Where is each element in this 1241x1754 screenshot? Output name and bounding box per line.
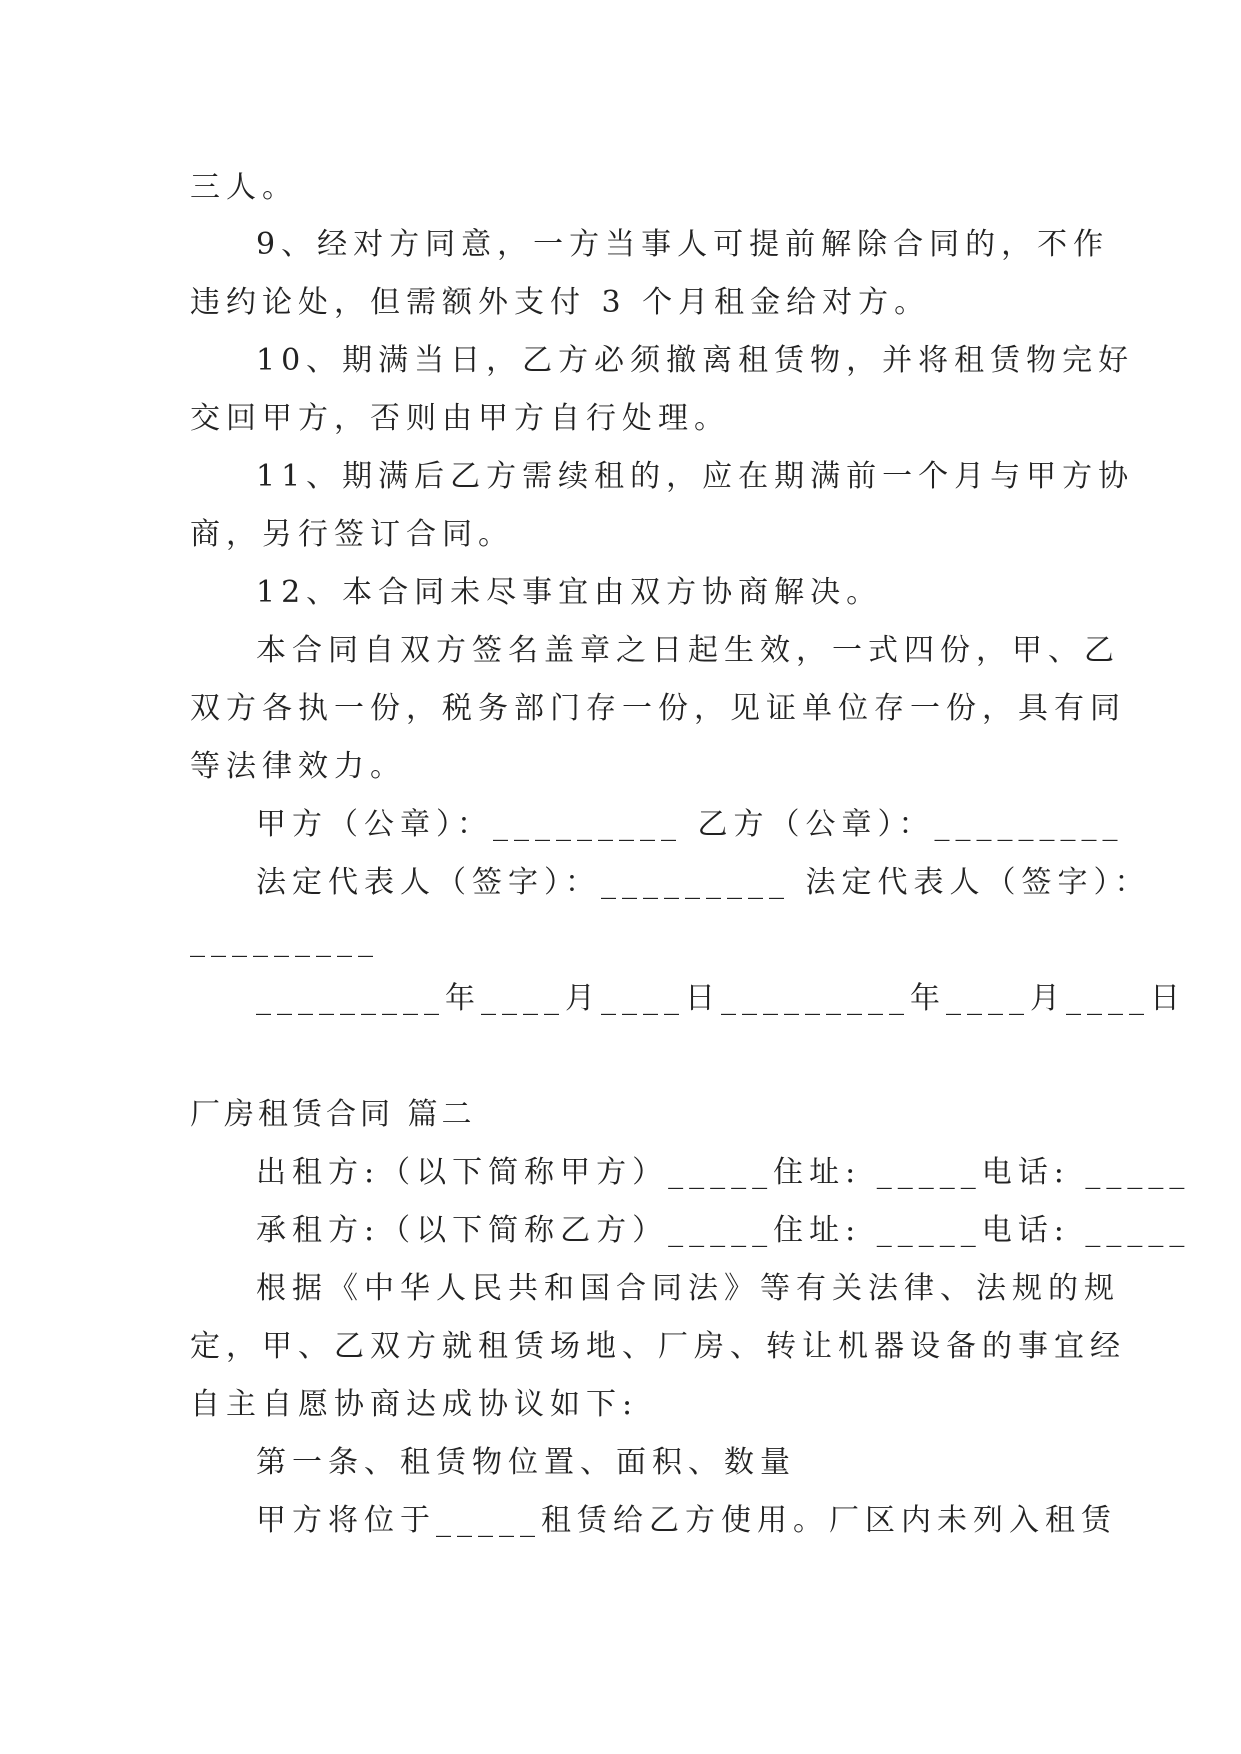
article-heading: 第一条、租赁物位置、面积、数量 [256,1445,796,1480]
lessor-line: 出租方:（以下简称甲方）_____住址: _____电话: _____ [256,1155,1191,1190]
signature-line-representative: 法定代表人（签字）：_________ 法定代表人（签字）： [256,865,1151,900]
text-line: 违约论处，但需额外支付 3 个月租金给对方。 [190,285,931,320]
date-line: _________年____月____日_________年____月____日 [256,981,1186,1016]
text-line: 商，另行签订合同。 [190,517,514,552]
signature-line-seal: 甲方（公章）：_________ 乙方（公章）：_________ [256,807,1124,842]
text-line: 定，甲、乙双方就租赁场地、厂房、转让机器设备的事宜经 [190,1329,1126,1364]
text-line: 根据《中华人民共和国合同法》等有关法律、法规的规 [256,1271,1120,1306]
section-heading: 厂房租赁合同 篇二 [190,1097,476,1132]
text-line: 12、本合同未尽事宜由双方协商解决。 [256,575,883,610]
text-line: 交回甲方，否则由甲方自行处理。 [190,401,730,436]
text-line: 本合同自双方签名盖章之日起生效，一式四份，甲、乙 [256,633,1120,668]
signature-blank: _________ [190,923,379,958]
text-line: 自主自愿协商达成协议如下: [190,1387,639,1422]
text-line: 等法律效力。 [190,749,406,784]
text-line: 双方各执一份，税务部门存一份，见证单位存一份，具有同 [190,691,1126,726]
text-line: 三人。 [190,170,298,205]
text-line: 10、期满当日，乙方必须撤离租赁物，并将租赁物完好 [256,343,1135,378]
text-line: 11、期满后乙方需续租的，应在期满前一个月与甲方协 [256,459,1135,494]
text-line: 甲方将位于_____租赁给乙方使用。厂区内未列入租赁 [256,1503,1117,1538]
text-line: 9、经对方同意，一方当事人可提前解除合同的，不作 [256,227,1110,262]
lessee-line: 承租方:（以下简称乙方）_____住址: _____电话: _____ [256,1213,1191,1248]
